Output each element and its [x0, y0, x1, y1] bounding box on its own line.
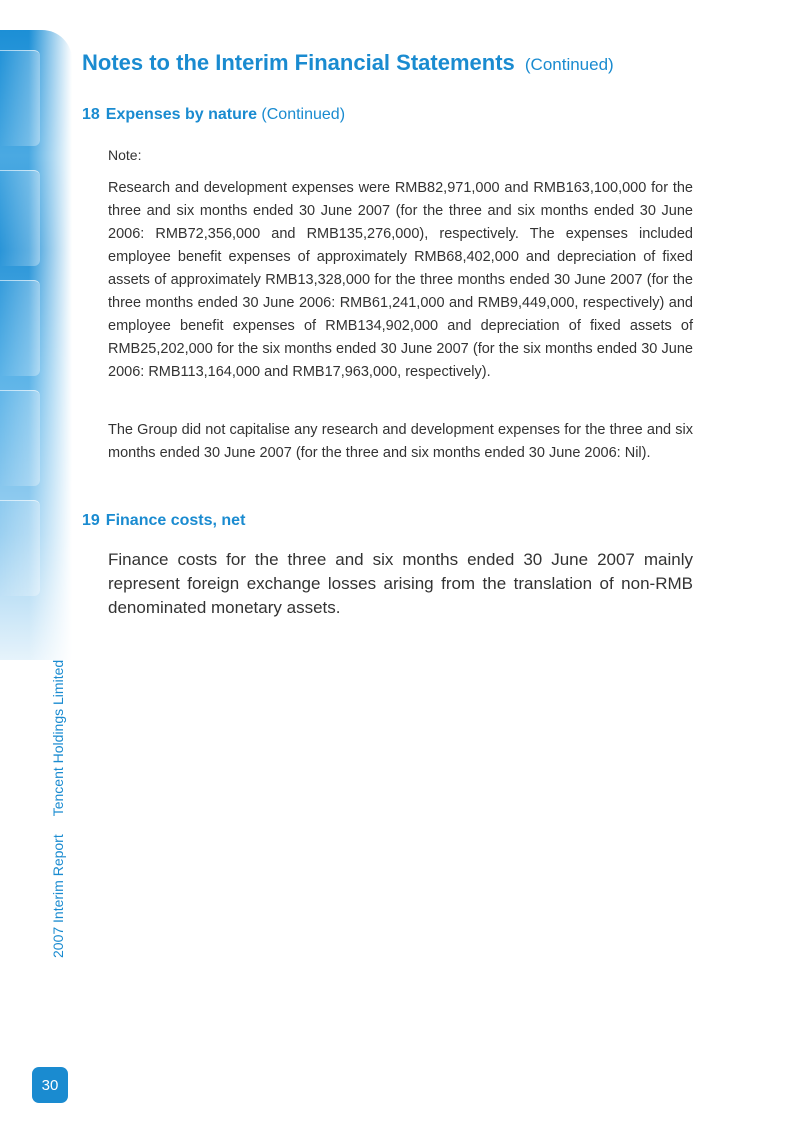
page-title-suffix: (Continued)	[524, 55, 614, 74]
decorative-tile	[0, 170, 40, 266]
decorative-tile	[0, 50, 40, 146]
section-18-title: Expenses by nature	[105, 106, 257, 123]
section-19-title: Finance costs, net	[105, 512, 246, 529]
note-label: Note:	[108, 147, 142, 163]
decorative-tile	[0, 500, 40, 596]
decorative-tile	[0, 280, 40, 376]
section-19-heading	[82, 512, 245, 530]
section-18-suffix: (Continued)	[261, 106, 346, 123]
page-number-badge	[32, 1067, 68, 1103]
decorative-side-strip	[0, 30, 72, 660]
page-title	[82, 50, 614, 76]
page-title-text: Notes to the Interim Financial Statements	[82, 50, 515, 75]
section-18-heading	[82, 106, 345, 124]
research-expenses-paragraph: Research and development expenses were RMB82,971,000 and RMB163,100,000 for the three and six months ended 30 June 2007 (for the three and six months ended 30 June 2006: RMB72,356,000 and RMB135,276,000), respectively. The expenses included employee benefit expenses of approximately RMB68,402,000 and depreciation of fixed assets of approximately RMB13,328,000 for the three months ended 30 June 2007 (for the three months ended 30 June 2006: RMB61,241,000 and RMB9,449,000, respectively) and employee benefit expenses of RMB134,902,000 and depreciation of fixed assets of RMB25,202,000 for the six months ended 30 June 2007 (for the six months ended 30 June 2006: RMB113,164,000 and RMB17,963,000, respectively).	[108, 180, 693, 380]
company-name: Tencent Holdings Limited	[50, 659, 66, 817]
sidebar-vertical-caption	[50, 660, 66, 958]
section-19-number: 19	[82, 512, 100, 529]
finance-costs-paragraph: Finance costs for the three and six months ended 30 June 2007 mainly represent foreign exchange losses arising from the translation of non-RMB denominated monetary assets.	[108, 550, 693, 617]
decorative-tile	[0, 390, 40, 486]
report-name: 2007 Interim Report	[50, 834, 66, 958]
capitalisation-paragraph: The Group did not capitalise any research and development expenses for the three and six months ended 30 June 2007 (for the three and six months ended 30 June 2006: Nil).	[108, 422, 693, 461]
section-18-number: 18	[82, 106, 100, 123]
page-number: 30	[41, 1076, 59, 1094]
